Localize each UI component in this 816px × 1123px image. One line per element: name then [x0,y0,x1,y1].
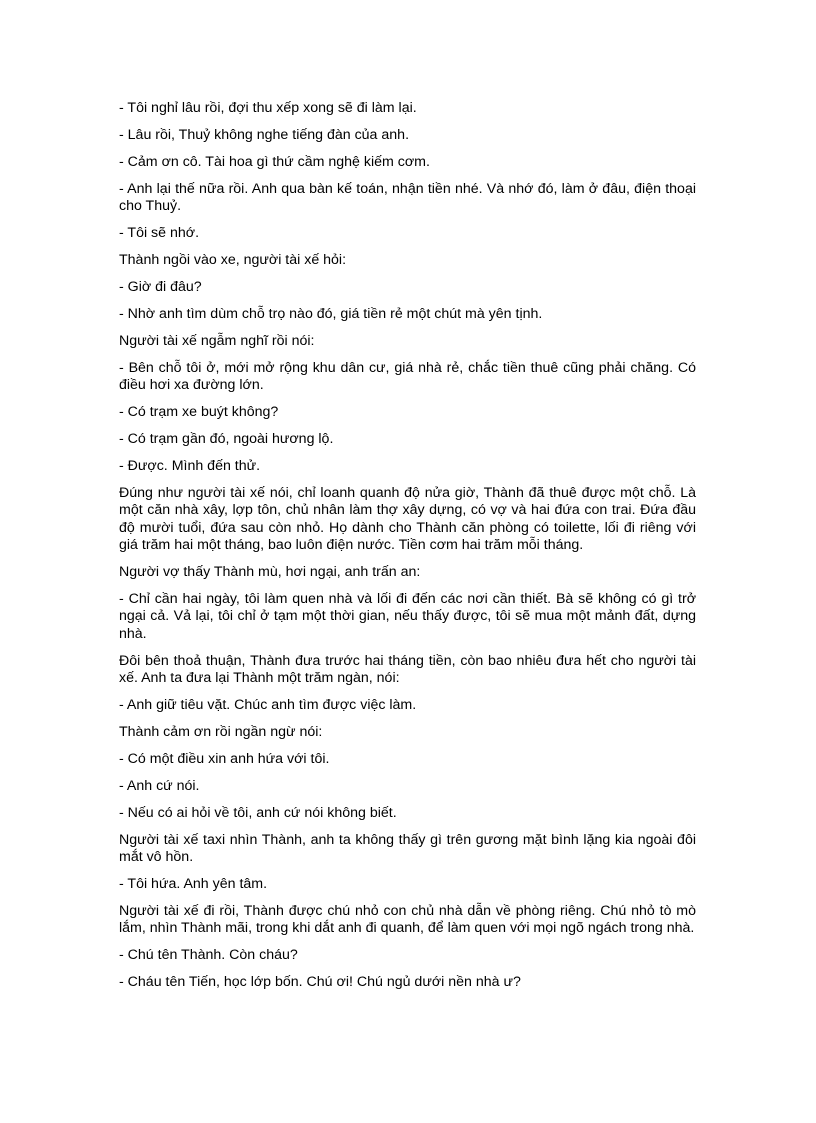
paragraph: - Có trạm xe buýt không? [119,403,279,420]
document-body [119,100,696,1001]
paragraph: - Anh lại thế nữa rồi. Anh qua bàn kế toán, nhận tiền nhé. Và nhớ đó, làm ở đâu, điện thoại cho Thuỷ. [119,180,696,215]
paragraph: - Chỉ cần hai ngày, tôi làm quen nhà và lối đi đến các nơi cần thiết. Bà sẽ không có gì trở ngại cả. Vả lại, tôi chỉ ở tạm một thời gian, nếu thấy được, tôi sẽ mua một mảnh đất, dựng nhà. [119,590,696,642]
paragraph: - Tôi nghỉ lâu rồi, đợi thu xếp xong sẽ đi làm lại. [119,100,417,116]
paragraph: - Anh cứ nói. [119,777,200,794]
paragraph: - Giờ đi đâu? [119,278,202,295]
paragraph: - Nhờ anh tìm dùm chỗ trọ nào đó, giá tiền rẻ một chút mà yên tịnh. [119,305,543,322]
paragraph: - Lâu rồi, Thuỷ không nghe tiếng đàn của anh. [119,126,410,143]
paragraph: - Cháu tên Tiến, học lớp bốn. Chú ơi! Chú ngủ dưới nền nhà ư? [119,974,521,991]
paragraph: - Chú tên Thành. Còn cháu? [119,947,298,964]
paragraph: Đúng như người tài xế nói, chỉ loanh quanh độ nửa giờ, Thành đã thuê được một chỗ. Là một căn nhà xây, lợp tôn, chủ nhân làm thợ xây dựng, có vợ và hai đứa con trai. Đứa đầu độ mười tuổi, đứa sau còn nhỏ. Họ dành cho Thành căn phòng có toilette, lối đi riêng với giá trăm hai một tháng, bao luôn điện nước. Tiền cơm hai trăm mỗi tháng. [119,484,696,554]
paragraph: - Cảm ơn cô. Tài hoa gì thứ cầm nghệ kiếm cơm. [119,153,430,170]
paragraph: Người tài xế ngẫm nghĩ rồi nói: [119,332,315,349]
paragraph: - Tôi sẽ nhớ. [119,225,200,242]
paragraph: Người tài xế taxi nhìn Thành, anh ta không thấy gì trên gương mặt bình lặng kia ngoài đôi mắt vô hồn. [119,831,696,866]
paragraph: - Có trạm gần đó, ngoài hương lộ. [119,430,334,447]
paragraph: - Bên chỗ tôi ở, mới mở rộng khu dân cư, giá nhà rẻ, chắc tiền thuê cũng phải chăng. Có điều hơi xa đường lớn. [119,359,696,394]
paragraph: - Có một điều xin anh hứa với tôi. [119,750,330,767]
paragraph: Đôi bên thoả thuận, Thành đưa trước hai tháng tiền, còn bao nhiêu đưa hết cho người tài xế. Anh ta đưa lại Thành một trăm ngàn, nói: [119,652,696,687]
paragraph: Người vợ thấy Thành mù, hơi ngại, anh trấn an: [119,563,421,580]
paragraph: - Tôi hứa. Anh yên tâm. [119,875,268,892]
paragraph: - Được. Mình đến thử. [119,457,261,474]
paragraph: - Anh giữ tiêu vặt. Chúc anh tìm được việc làm. [119,697,417,714]
paragraph: Người tài xế đi rồi, Thành được chú nhỏ con chủ nhà dẫn về phòng riêng. Chú nhỏ tò mò lắm, nhìn Thành mãi, trong khi dắt anh đi quanh, để làm quen với mọi ngõ ngách trong nhà. [119,902,696,937]
paragraph: - Nếu có ai hỏi về tôi, anh cứ nói không biết. [119,804,397,821]
paragraph: Thành cảm ơn rồi ngần ngừ nói: [119,724,323,741]
paragraph: Thành ngồi vào xe, người tài xế hỏi: [119,251,347,268]
